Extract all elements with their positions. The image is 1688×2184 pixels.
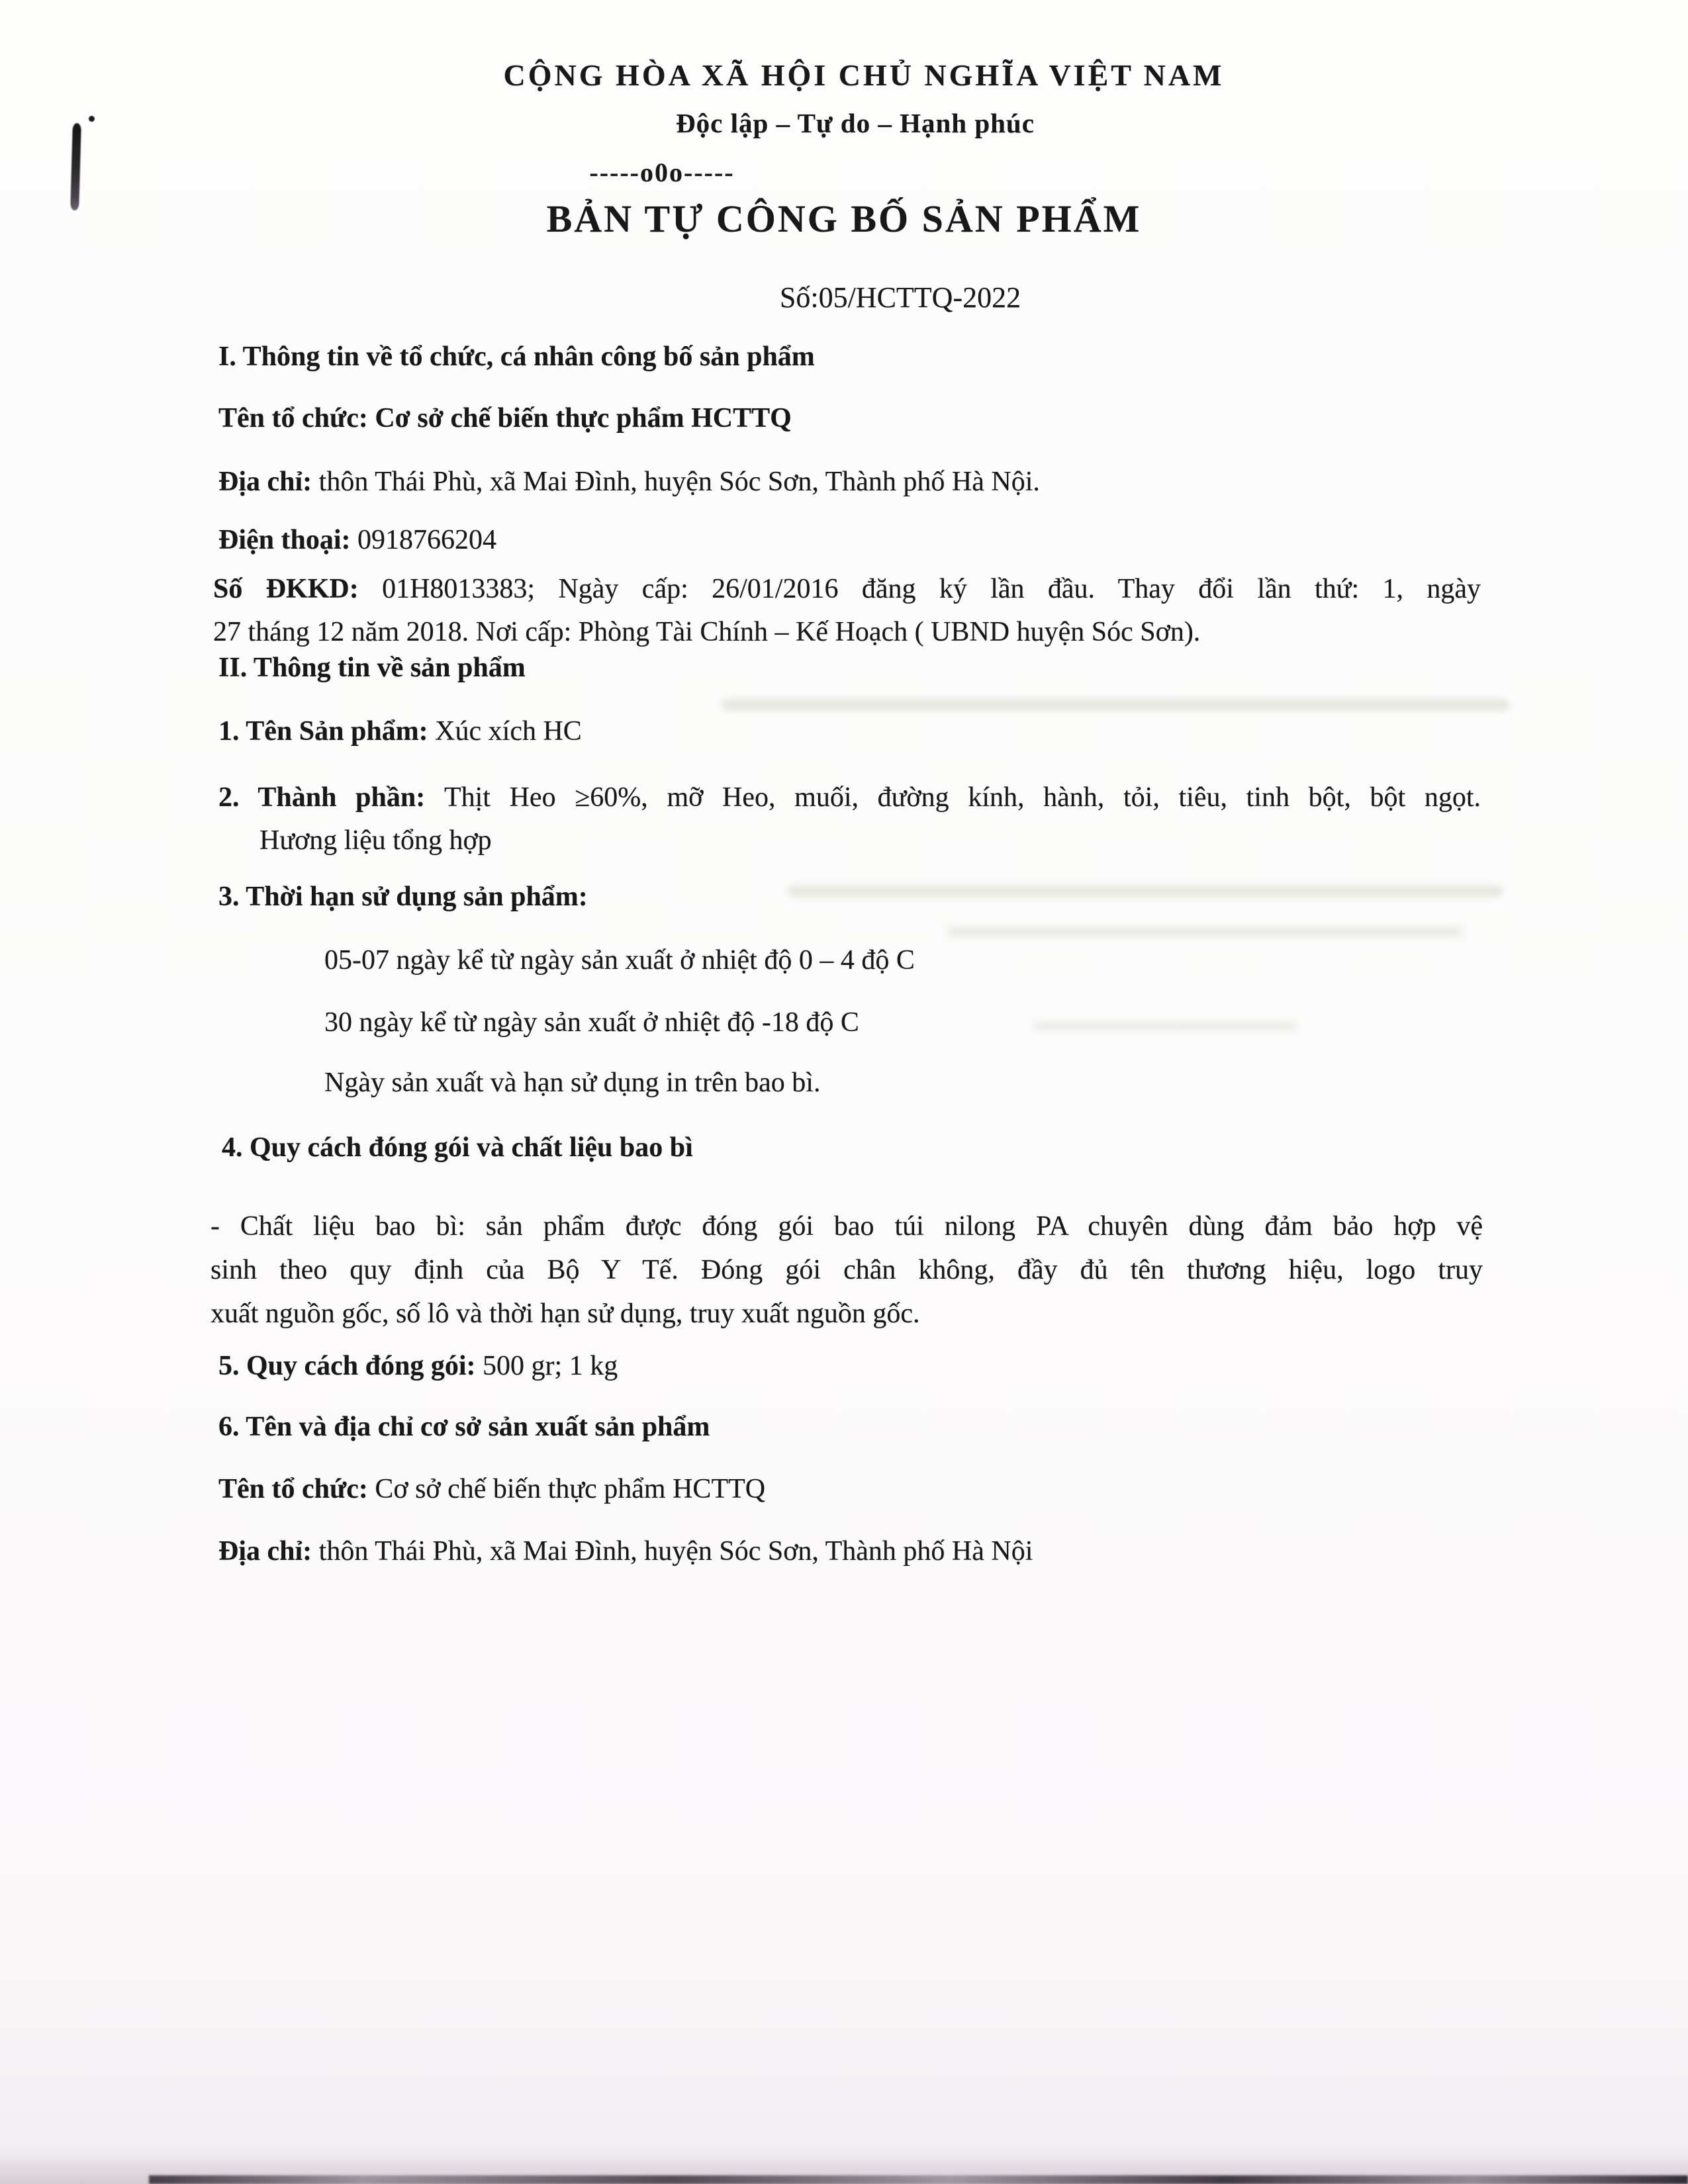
- bleedthrough-artifact: [1033, 1021, 1297, 1031]
- packaging-size-line: [218, 1350, 618, 1382]
- packaging-size-value: 500 gr; 1 kg: [483, 1351, 618, 1381]
- phone-value: 0918766204: [357, 525, 496, 555]
- ingredients-block: [218, 776, 1481, 862]
- bleedthrough-artifact: [947, 927, 1463, 937]
- bleedthrough-artifact: [788, 886, 1503, 897]
- org-address-label: Địa chỉ:: [218, 467, 312, 497]
- shelf-life-line: 05-07 ngày kể từ ngày sản xuất ở nhiệt độ 0 – 4 độ C: [324, 945, 915, 976]
- org-name-value: Cơ sở chế biến thực phẩm HCTTQ: [375, 403, 792, 433]
- shelf-life-line: Ngày sản xuất và hạn sử dụng in trên bao bì.: [324, 1068, 821, 1098]
- product-name-label: 1. Tên Sản phẩm:: [218, 716, 428, 747]
- producer-org-line: [218, 1473, 765, 1505]
- producer-org-label: Tên tổ chức:: [218, 1474, 368, 1504]
- ingredients-label: 2. Thành phần:: [218, 782, 426, 813]
- national-title: CỘNG HÒA XÃ HỘI CHỦ NGHĨA VIỆT NAM: [503, 58, 1225, 92]
- registration-label: Số ĐKKD:: [213, 574, 359, 604]
- bleedthrough-artifact: [722, 699, 1509, 711]
- producer-address-line: [218, 1535, 1033, 1567]
- packaging-material-heading: 4. Quy cách đóng gói và chất liệu bao bì: [222, 1132, 693, 1163]
- header-divider: -----o0o-----: [589, 158, 735, 187]
- document-title: BẢN TỰ CÔNG BỐ SẢN PHẨM: [546, 197, 1142, 240]
- packaging-size-label: 5. Quy cách đóng gói:: [218, 1351, 476, 1381]
- org-address-value: thôn Thái Phù, xã Mai Đình, huyện Sóc Sơn, Thành phố Hà Nội.: [318, 467, 1040, 497]
- document-number: Số:05/HCTTQ-2022: [779, 281, 1021, 314]
- packaging-material-paragraph: [211, 1205, 1483, 1336]
- section-i-heading: I. Thông tin về tổ chức, cá nhân công bố sản phẩm: [218, 341, 815, 372]
- registration-line1-text: 01H8013383; Ngày cấp: 26/01/2016 đăng ký lần đầu. Thay đổi lần thứ: 1, ngày: [382, 574, 1481, 604]
- ingredients-line-2: Hương liệu tổng hợp: [259, 825, 492, 856]
- producer-address-value: thôn Thái Phù, xã Mai Đình, huyện Sóc Sơn, Thành phố Hà Nội: [318, 1536, 1033, 1567]
- product-name-line: [218, 715, 582, 747]
- section-ii-heading: II. Thông tin về sản phẩm: [218, 653, 526, 683]
- shelf-life-line: 30 ngày kể từ ngày sản xuất ở nhiệt độ -18 độ C: [324, 1007, 859, 1038]
- registration-line-2: 27 tháng 12 năm 2018. Nơi cấp: Phòng Tài Chính – Kế Hoạch ( UBND huyện Sóc Sơn).: [213, 617, 1201, 647]
- registration-line-1: [213, 568, 1481, 611]
- national-motto: Độc lập – Tự do – Hạnh phúc: [676, 108, 1035, 138]
- shelf-life-heading: 3. Thời hạn sử dụng sản phẩm:: [218, 882, 588, 912]
- org-name-line: [218, 402, 792, 434]
- packaging-material-line: - Chất liệu bao bì: sản phẩm được đóng gói bao túi nilong PA chuyên dùng đảm bảo hợp vệ: [211, 1211, 1483, 1242]
- phone-line: [218, 524, 496, 556]
- registration-block: [213, 568, 1481, 654]
- phone-label: Điện thoại:: [218, 525, 351, 555]
- producer-address-label: Địa chỉ:: [218, 1536, 312, 1567]
- ingredients-line1-text: Thịt Heo ≥60%, mỡ Heo, muối, đường kính, hành, tỏi, tiêu, tinh bột, bột ngọt.: [444, 782, 1481, 813]
- packaging-material-line: sinh theo quy định của Bộ Y Tế. Đóng gói chân không, đầy đủ tên thương hiệu, logo truy: [211, 1255, 1483, 1285]
- producer-org-value: Cơ sở chế biến thực phẩm HCTTQ: [375, 1474, 766, 1504]
- producer-heading: 6. Tên và địa chỉ cơ sở sản xuất sản phẩm: [218, 1412, 710, 1442]
- org-name-label: Tên tổ chức:: [218, 403, 368, 433]
- product-name-value: Xúc xích HC: [435, 716, 582, 747]
- ingredients-line-1: [218, 776, 1481, 819]
- scan-bottom-shadow: [149, 2175, 1688, 2184]
- packaging-material-line: xuất nguồn gốc, số lô và thời hạn sử dụng, truy xuất nguồn gốc.: [211, 1298, 920, 1329]
- org-address-line: [218, 466, 1040, 498]
